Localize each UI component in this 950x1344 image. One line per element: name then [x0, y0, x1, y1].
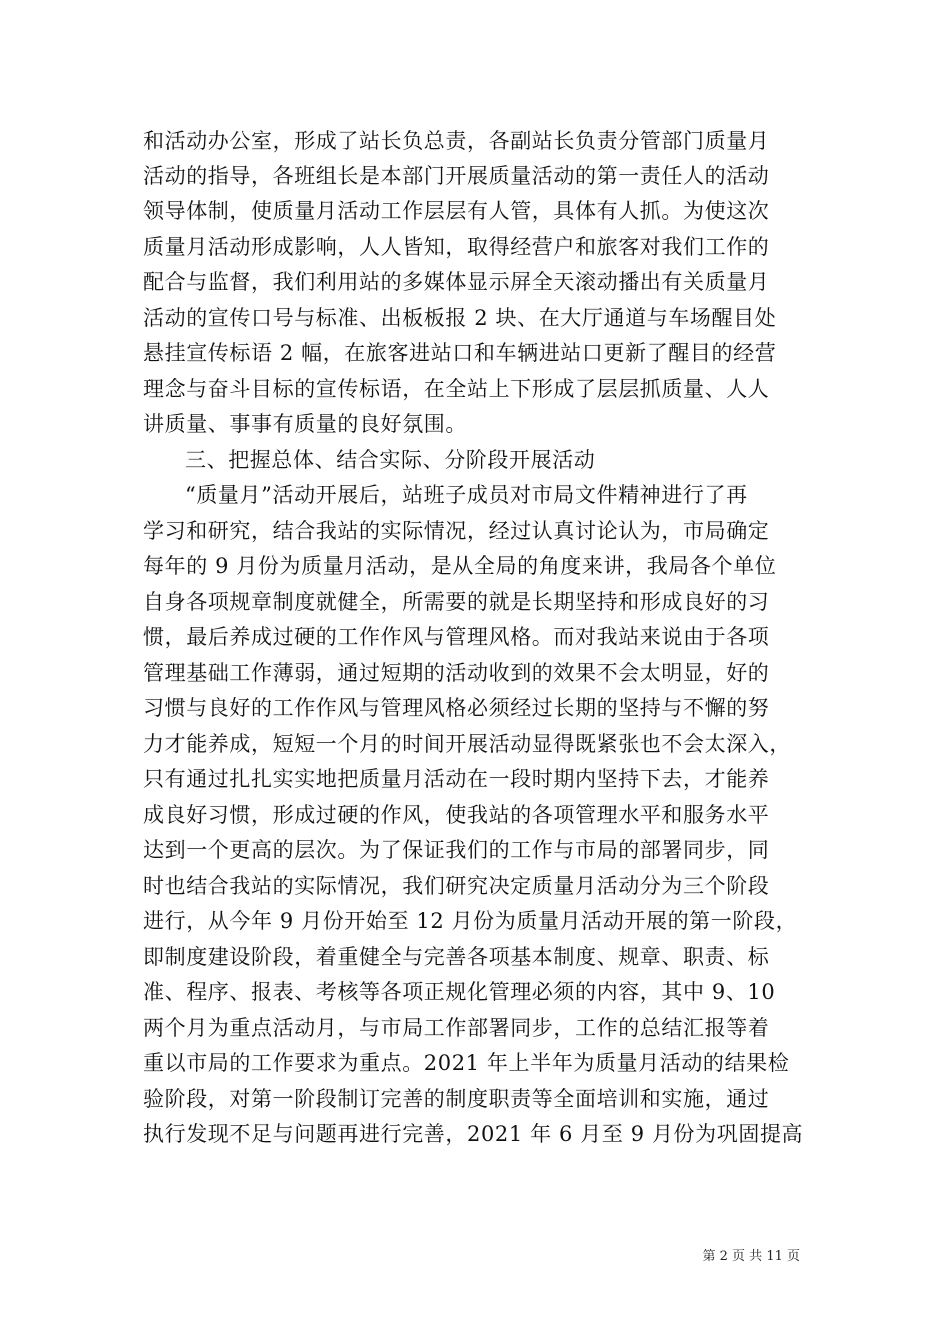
body-line: 时也结合我站的实际情况，我们研究决定质量月活动分为三个阶段 [143, 874, 770, 898]
body-line: 力才能养成，短短一个月的时间开展活动显得既紧张也不会太深入， [143, 732, 791, 756]
body-line: 讲质量、事事有质量的良好氛围。 [143, 412, 467, 436]
page-number-footer: 第 2 页 共 11 页 [702, 1249, 800, 1264]
body-line: 领导体制，使质量月活动工作层层有人管，具体有人抓。为使这次 [143, 199, 770, 223]
body-line: 活动的指导，各班组长是本部门开展质量活动的第一责任人的活动 [143, 164, 770, 188]
body-line: 重以市局的工作要求为重点。2021 年上半年为质量月活动的结果检 [143, 1051, 790, 1075]
body-line: 两个月为重点活动月，与市局工作部署同步，工作的总结汇报等着 [143, 1016, 770, 1040]
body-line: 悬挂宣传标语 2 幅，在旅客进站口和车辆进站口更新了醒目的经营 [143, 341, 777, 365]
body-line: 即制度建设阶段，着重健全与完善各项基本制度、规章、职责、标 [143, 945, 770, 969]
paragraph-first-line: “质量月”活动开展后，站班子成员对市局文件精神进行了再 [185, 483, 748, 507]
body-line: 验阶段，对第一阶段制订完善的制度职责等全面培训和实施，通过 [143, 1087, 770, 1111]
body-line: 只有通过扎扎实实地把质量月活动在一段时期内坚持下去，才能养 [143, 767, 770, 791]
body-line: 和活动办公室，形成了站长负总责，各副站长负责分管部门质量月 [143, 129, 770, 153]
body-line: 惯，最后养成过硬的工作作风与管理风格。而对我站来说由于各项 [143, 625, 770, 649]
body-line: 管理基础工作薄弱，通过短期的活动收到的效果不会太明显，好的 [143, 661, 770, 685]
body-line: 进行，从今年 9 月份开始至 12 月份为质量月活动开展的第一阶段， [143, 909, 798, 933]
body-line: 配合与监督，我们利用站的多媒体显示屏全天滚动播出有关质量月 [143, 270, 770, 294]
body-line: 成良好习惯，形成过硬的作风，使我站的各项管理水平和服务水平 [143, 803, 770, 827]
body-line: 达到一个更高的层次。为了保证我们的工作与市局的部署同步，同 [143, 838, 770, 862]
body-line: 执行发现不足与问题再进行完善，2021 年 6 月至 9 月份为巩固提高 [143, 1122, 804, 1146]
body-line: 质量月活动形成影响，人人皆知，取得经营户和旅客对我们工作的 [143, 235, 770, 259]
body-line: 习惯与良好的工作作风与管理风格必须经过长期的坚持与不懈的努 [143, 696, 770, 720]
body-line: 准、程序、报表、考核等各项正规化管理必须的内容，其中 9、10 [143, 980, 776, 1004]
body-line: 活动的宣传口号与标准、出板板报 2 块、在大厅通道与车场醒目处 [143, 306, 777, 330]
body-line: 每年的 9 月份为质量月活动，是从全局的角度来讲，我局各个单位 [143, 554, 777, 578]
body-line: 学习和研究，结合我站的实际情况，经过认真讨论认为，市局确定 [143, 519, 770, 543]
body-line: 理念与奋斗目标的宣传标语，在全站上下形成了层层抓质量、人人 [143, 377, 770, 401]
body-line: 自身各项规章制度就健全，所需要的就是长期坚持和形成良好的习 [143, 590, 770, 614]
section-heading: 三、把握总体、结合实际、分阶段开展活动 [185, 448, 596, 472]
